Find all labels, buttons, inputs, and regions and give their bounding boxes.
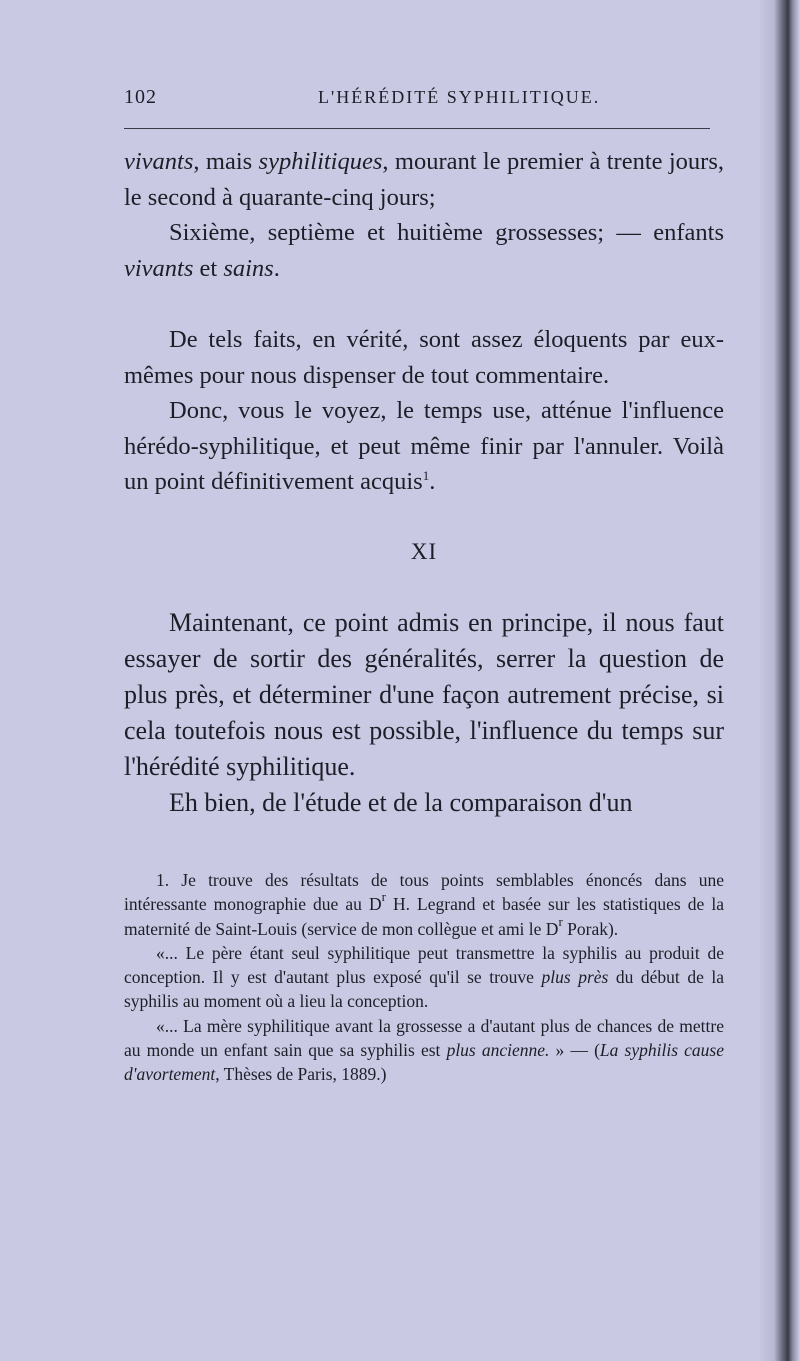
footnote-quote-father [124,941,724,1014]
text-italic: syphilitiques [258,148,383,175]
page-number: 102 [124,86,157,108]
paragraph-continued [124,144,724,215]
section-heading: XI [410,538,438,564]
text-italic: vivants [124,148,194,175]
text-run: » — ( [549,1040,600,1061]
text-run: Donc, vous le voyez, le temps use, atténue l'influence hérédo-syphilitique, et peut même finir par l'annuler. Voilà un point définitivement acquis [124,397,724,495]
text-run: H. Legrand et basée sur les statistiques de la maternité de Saint-Louis (service de mon collègue et ami le D [124,894,724,939]
footnote-ref: 1 [422,468,430,483]
text-italic: vivants [124,254,194,282]
paragraph-eh-bien: Eh bien, de l'étude et de la comparaison d'un [169,788,633,817]
superscript: r [381,889,386,905]
text-run: , mais [193,148,259,175]
paragraph-gap [124,286,724,322]
text-run: et [193,254,224,282]
text-run: Porak). [562,918,619,939]
text-run: . [429,468,436,495]
text-run: , mourant le premier à trente jours, le second à quarante-cinq jours; [124,148,725,211]
text-run: du début de la syphilis au moment où a lieu la conception. [124,967,725,1012]
paragraph-maintenant: Maintenant, ce point admis en principe, il nous faut essayer de sortir des généralités, serrer la question de plus près, et déterminer d'une façon autrement précise, si cela toutefois nous est possible, l'influence du temps sur l'hérédité syphilitique. [124,608,724,781]
superscript: r [558,913,563,929]
footnote-quote-mother [124,1014,724,1087]
text-italic: plus ancienne. [446,1040,550,1061]
paragraph-pregnancies [124,215,724,286]
book-binding-edge [760,0,800,1361]
paragraph-conclusion [124,393,724,500]
header-rule [124,128,710,129]
paragraph-facts: De tels faits, en vérité, sont assez éloquents par eux-mêmes pour nous dispenser de tout commentaire. [124,326,724,389]
text-italic: sains [223,254,274,282]
footnote-1 [124,868,724,941]
page-header [124,82,714,112]
text-run: Sixième, septième et huitième grossesses; — enfants [169,219,724,246]
running-title: L'HÉRÉDITÉ SYPHILITIQUE. [318,87,601,107]
text-run: , Thèses de Paris, 1889.) [215,1064,387,1085]
text-italic: plus près [541,967,609,988]
text-run: «... Le père étant seul syphilitique peut transmettre la syphilis au produit de conception. Il y est d'autant plus exposé qu'il se trouve [124,942,724,988]
text-run: «... La mère syphilitique avant la grossesse a d'autant plus de chances de mettre au monde un enfant sain que sa syphilis est [124,1015,724,1061]
body-text [124,144,724,821]
footnotes [124,868,724,1087]
text-run: . [273,254,280,282]
text-run: 1. Je trouve des résultats de tous points semblables énoncés dans une intéressante monographie due au D [124,870,724,915]
text-italic: La syphilis cause d'avortement [124,1040,725,1085]
